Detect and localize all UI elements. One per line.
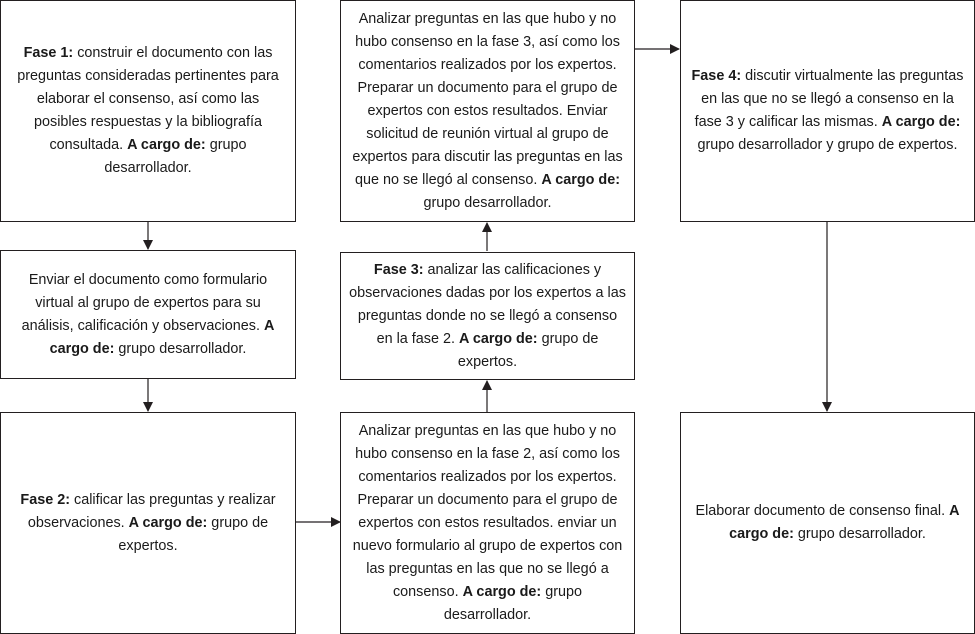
documento-final-text: Elaborar documento de consenso final. A cargo de: grupo desarrollador. xyxy=(695,503,960,542)
enviar-resp-label: A cargo de: xyxy=(49,317,275,357)
analizar2-resp-label: A cargo de: xyxy=(462,583,542,600)
enviar-formulario-text: Enviar el documento como formulario virtual al grupo de expertos para su análisis, calificación y observaciones. A cargo de: grupo desarrollador. xyxy=(21,271,275,357)
fase2-box xyxy=(0,412,296,634)
fase3-resp-label: A cargo de: xyxy=(458,330,538,347)
analizar-fase3-text: Analizar preguntas en las que hubo y no hubo consenso en la fase 3, así como los comentarios realizados por los expertos. Preparar un documento para el grupo de expertos con estos resultados. Enviar solicitud de reunión virtual al grupo de expertos para discutir las preguntas en las que no se llegó al consenso. A cargo de: grupo desarrollador. xyxy=(352,10,623,211)
analizar3-resp-label: A cargo de: xyxy=(541,171,621,188)
fase1-lead: Fase 1: xyxy=(23,45,74,61)
analizar-fase2-text: Analizar preguntas en las que hubo y no hubo consenso en la fase 2, así como los comentarios realizados por los expertos. Preparar un documento para el grupo de expertos con estos resultados. enviar un nuevo formulario al grupo de expertos con las preguntas en las que no se llegó a consenso. A cargo de: grupo desarrollador. xyxy=(352,422,623,623)
fase2-lead: Fase 2: xyxy=(20,491,71,508)
fase2-resp-label: A cargo de: xyxy=(128,514,208,531)
analizar-fase2-box xyxy=(340,412,635,634)
fase3-text: Fase 3: analizar las calificaciones y observaciones dadas por los expertos a las preguntas donde no se llegó a consenso en la fase 2. A cargo de: grupo de expertos. xyxy=(349,261,626,370)
final-resp-label: A cargo de: xyxy=(729,503,960,542)
fase1-box xyxy=(0,0,296,222)
fase3-lead: Fase 3: xyxy=(373,261,424,278)
fase1-text: Fase 1: construir el documento con las preguntas consideradas pertinentes para elaborar el consenso, así como las posibles respuestas y la bibliografía consultada. A cargo de: grupo desarrollador. xyxy=(17,45,279,176)
fase2-text: Fase 2: calificar las preguntas y realizar observaciones. A cargo de: grupo de expertos. xyxy=(20,491,276,554)
fase4-resp-label: A cargo de: xyxy=(881,114,961,130)
fase4-text: Fase 4: discutir virtualmente las preguntas en las que no se llegó a consenso en la fase 3 y calificar las mismas. A cargo de: grupo desarrollador y grupo de expertos. xyxy=(691,68,964,153)
analizar-fase3-box xyxy=(340,0,635,222)
enviar-formulario-box xyxy=(0,250,296,379)
fase4-lead: Fase 4: xyxy=(691,68,742,84)
fase1-resp-label: A cargo de: xyxy=(127,137,206,153)
documento-final-box xyxy=(680,412,975,634)
fase3-box xyxy=(340,252,635,380)
fase4-box xyxy=(680,0,975,222)
